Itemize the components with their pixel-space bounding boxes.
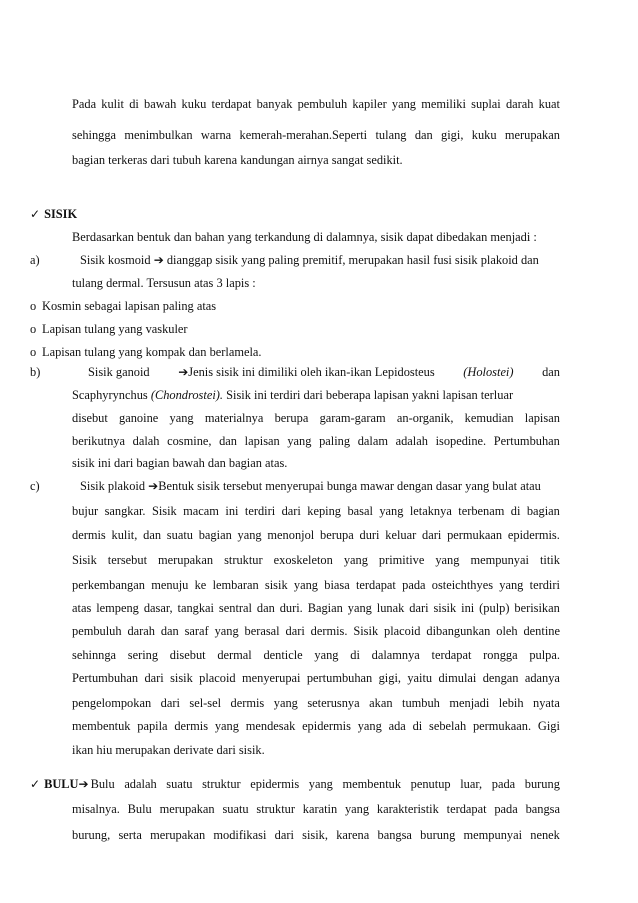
word: yang (347, 601, 372, 615)
word: atas (72, 601, 92, 615)
word: dasar, (143, 601, 173, 615)
word: berisikan (514, 601, 560, 615)
word: ke (194, 578, 207, 592)
bulu-line-1-text (91, 776, 560, 793)
item-b-line-5: sisik ini dari bagian bawah dan bagian atas. (72, 456, 288, 470)
word: pada (402, 578, 426, 592)
word: kemudian (464, 411, 514, 425)
word: Sisik (72, 553, 97, 567)
word: yang (357, 719, 382, 733)
kuku-line-2 (72, 127, 560, 144)
word: nyata (533, 696, 560, 710)
word: dermis. (310, 624, 348, 638)
item-c-line (72, 577, 560, 594)
word: sisik (264, 578, 288, 592)
word: berikutnya (72, 434, 125, 448)
word: berasal (244, 624, 280, 638)
item-b-line-2: Scaphyrynchus (Chondrostei). Sisik ini terdiri dari beberapa lapisan yakni lapisan terluar (72, 388, 514, 402)
word: kuku (181, 97, 207, 111)
word: mempunyai (463, 828, 523, 842)
item-b-title: Sisik ganoid (88, 365, 150, 379)
word: sisik (170, 671, 193, 685)
word: adalah (124, 777, 157, 791)
word: suatu (166, 777, 193, 791)
word: ini (461, 601, 475, 615)
word: kulit (101, 97, 124, 111)
word: tumbuh (402, 696, 440, 710)
item-c-line (72, 718, 560, 735)
word: penutup (410, 777, 451, 791)
word: terdapat (446, 802, 487, 816)
word: tangkai (177, 601, 214, 615)
word: menimbulkan (124, 128, 193, 142)
item-b-label: b) (30, 365, 41, 379)
word: Pertumbuhan (72, 671, 139, 685)
word: disebut (72, 411, 108, 425)
word: yang (214, 719, 239, 733)
word: sisik, (302, 828, 328, 842)
word: adalah (395, 434, 428, 448)
word: burung, (72, 828, 111, 842)
word: lunak (376, 601, 405, 615)
item-c-line: ikan hiu merupakan derivate dari sisik. (72, 743, 265, 757)
word: bagian (526, 504, 560, 518)
item-c-line (72, 503, 560, 520)
word: Gigi (537, 719, 560, 733)
word: yang (343, 553, 368, 567)
word: luar, (460, 777, 483, 791)
item-a-title: Sisik kosmoid (80, 253, 151, 267)
word: Bagian (307, 601, 343, 615)
word: dari (409, 601, 429, 615)
word: burung (420, 828, 456, 842)
word: pada (494, 802, 518, 816)
word: memiliki (421, 97, 466, 111)
word: garam-garam (319, 411, 386, 425)
word: kapiler (352, 97, 387, 111)
word: rongga (483, 648, 518, 662)
bulu-line-1 (30, 776, 560, 793)
word: isopedine. (435, 434, 487, 448)
word: sel-sel (189, 696, 222, 710)
word: yang (293, 578, 318, 592)
word: dari (285, 624, 305, 638)
word: sering (127, 648, 159, 662)
word: yang (499, 578, 524, 592)
word: menuju (151, 578, 189, 592)
word: pulpa. (529, 648, 560, 662)
word: placoid (199, 671, 236, 685)
word: paling (319, 434, 351, 448)
word: terdapat (211, 97, 252, 111)
word: Bulu (127, 802, 152, 816)
word: struktur (224, 553, 263, 567)
word: adanya (524, 671, 560, 685)
word: keping (307, 504, 342, 518)
word: oleh (496, 624, 518, 638)
word: yang (237, 528, 262, 542)
arrow-icon: ➔ (148, 479, 159, 493)
word: permukaan (447, 528, 503, 542)
item-b-line-3 (72, 410, 560, 427)
word: yang (344, 802, 370, 816)
bulu-line-2 (72, 801, 560, 818)
word: yaitu (407, 671, 433, 685)
word: Pertumbuhan (493, 434, 560, 448)
word: karatin (302, 802, 338, 816)
word: merupakan (150, 828, 206, 842)
word: materialnya (204, 411, 264, 425)
item-c-label: c) (30, 479, 40, 493)
bullet-o-icon: o (30, 345, 37, 359)
word: akan (369, 696, 393, 710)
word: placoid (384, 624, 421, 638)
word: epidermis. (507, 528, 560, 542)
word: dalam (357, 434, 388, 448)
word: pembuluh (297, 97, 348, 111)
word: dalah (132, 434, 160, 448)
word: primitive (378, 553, 425, 567)
word: papila (137, 719, 168, 733)
word: terdiri (529, 578, 560, 592)
word: dari (160, 696, 180, 710)
word: lapisan (524, 411, 560, 425)
word: di (350, 648, 360, 662)
item-a-label: a) (30, 253, 40, 267)
word: dari (144, 671, 164, 685)
word: pertumbuhan (306, 671, 373, 685)
word: membentuk (72, 719, 131, 733)
word: sebelah (429, 719, 467, 733)
bullet-o-icon: o (30, 322, 37, 336)
word: tersebut (107, 553, 148, 567)
arrow-icon: ➔ (178, 365, 189, 379)
word: epidermis (302, 719, 351, 733)
word: karakteristik (376, 802, 439, 816)
word: kuku (471, 128, 497, 142)
word: kemerah-merahan.Seperti (239, 128, 368, 142)
item-a-desc: dianggap sisik yang paling premitif, merupakan hasil fusi sisik plakoid dan (166, 253, 539, 267)
word: sangkar. (104, 504, 146, 518)
kuku-line-3: bagian terkeras dari tubuh karena kandungan airnya sangat sedikit. (72, 153, 403, 167)
word: bangsa (377, 828, 412, 842)
word: merupakan (159, 802, 215, 816)
word: yang (308, 777, 333, 791)
word: ganoine (119, 411, 159, 425)
item-c-line (72, 623, 560, 640)
word: gigi, (441, 128, 464, 142)
word: yang (287, 434, 312, 448)
word: banyak (256, 97, 293, 111)
word: yang (314, 648, 339, 662)
word: suatu (222, 802, 249, 816)
word: modifikasi (213, 828, 267, 842)
word: serta (118, 828, 142, 842)
word: biasa (324, 578, 350, 592)
word: dentine (523, 624, 560, 638)
word: ini (225, 504, 239, 518)
item-c-line (72, 552, 560, 569)
word: titik (539, 553, 560, 567)
word: dan (160, 624, 179, 638)
word: osteichthyes (431, 578, 494, 592)
item-c-line (72, 527, 560, 544)
word: sehinnga (72, 648, 117, 662)
word: di (129, 97, 139, 111)
word: saraf (184, 624, 209, 638)
word: suplai (471, 97, 501, 111)
word: denticle (263, 648, 303, 662)
word: epidermis (250, 777, 300, 791)
bulu-heading: BULU (44, 777, 79, 791)
word: yang (169, 411, 194, 425)
arrow-icon: ➔ (153, 253, 164, 267)
word: exoskeleton (273, 553, 333, 567)
word: Sisik (151, 504, 177, 518)
checkmark-icon: ✓ (30, 207, 41, 221)
word: yang (379, 504, 404, 518)
word: pembuluh (72, 624, 122, 638)
word: membentuk (342, 777, 402, 791)
word: dalamnya (371, 648, 420, 662)
item-c-desc: Bentuk sisik tersebut menyerupai bunga mawar dengan dasar yang bulat atau (158, 479, 541, 493)
word: dan (143, 528, 162, 542)
word: menonjol (267, 528, 315, 542)
word: yang (391, 97, 417, 111)
item-c-line (72, 647, 560, 664)
word: burung (524, 777, 560, 791)
word: bujur (72, 504, 99, 518)
word: permukaan. (472, 719, 532, 733)
word: di (510, 504, 521, 518)
word: darah (505, 97, 534, 111)
item-c-title: Sisik plakoid (80, 479, 146, 493)
word: bawah (144, 97, 177, 111)
word: berupa (274, 411, 309, 425)
word: menyerupai (242, 671, 301, 685)
word: bangsa (525, 802, 560, 816)
word: macam (183, 504, 219, 518)
word: keluar (385, 528, 417, 542)
word: kulit, (111, 528, 138, 542)
word: sehingga (72, 128, 117, 142)
word: menjadi (449, 696, 490, 710)
word: bagian (198, 528, 232, 542)
word: yang (435, 553, 460, 567)
word: berupa (320, 528, 354, 542)
sisik-intro: Berdasarkan bentuk dan bahan yang terkandung di dalamnya, sisik dapat dibedakan menjadi : (72, 230, 537, 244)
word: an-organik, (396, 411, 454, 425)
word: warna (200, 128, 232, 142)
word: terdapat (431, 648, 472, 662)
word: misalnya. (72, 802, 120, 816)
word: suatu (166, 528, 193, 542)
sisik-heading (30, 206, 230, 223)
word: pada (491, 777, 516, 791)
word: dermis (230, 696, 265, 710)
item-b-line-4 (72, 433, 560, 450)
word: Bulu (90, 777, 115, 791)
sisik-heading-text: SISIK (44, 207, 78, 221)
word: pengelompokan (72, 696, 152, 710)
word: duri. (279, 601, 303, 615)
word: struktur (256, 802, 295, 816)
word: dan (414, 128, 433, 142)
kuku-line-1 (72, 96, 560, 113)
word: dan (219, 434, 237, 448)
word: letaknya (409, 504, 452, 518)
arrow-icon: ➔ (78, 777, 89, 791)
word: (pulp) (479, 601, 510, 615)
word: cosmine, (167, 434, 212, 448)
word: gigi, (378, 671, 401, 685)
word: mendesak (245, 719, 296, 733)
word: nenek (530, 828, 560, 842)
word: dengan (482, 671, 519, 685)
word: mempunyai (470, 553, 529, 567)
word: lempeng (96, 601, 139, 615)
word: sentral (218, 601, 252, 615)
document-page: Pada kulit di bawah kuku terdapat banyak pembuluh kapiler yang memiliki suplai darah kuat sehingga menimbulkan warna kemerah-merahan.Seperti tulang dan gigi, kuku merupakan bagian terkeras dari tubuh karena kandungan airnya sangat sedikit. ✓ SISIK Berdasarkan bentuk dan bahan yang terkandung di dalamnya, sisik dapat dibedakan menjadi : a) Sisik kosmoid ➔ dianggap sisik yang paling premitif, merupakan hasil fusi sisik plakoid dan tulang dermal. Tersusun atas 3 lapis : o Kosmin sebagai lapisan paling atas o Lapisan tulang yang vaskuler o Lapisan tulang yang kompak dan berlamela. b) Sisik ganoid ➔Jenis sisik ini dimiliki oleh ikan-ikan Lepidosteus (Holostei) dan Scaphyrynchus (Chondrostei). Sisik ini terdiri dari beberapa lapisan yakni lapisan terluar disebut ganoine yang materialnya berupa garam-garam an-organik, kemudian lapisan berikutnya dalah cosmine, dan lapisan yang paling dalam adalah isopedine. Pertumbuhan sisik ini dari bagian bawah dan bagian atas. c) Sisik plakoid ➔Bentuk sisik tersebut menyerupai bunga mawar dengan dasar yang bulat atau bujur sangkar. Sisik macam ini terdiri dari keping basal yang letaknya terbenam di bagian dermis kulit, dan suatu bagian yang menonjol berupa duri keluar dari permukaan epidermis. Sisik tersebut merupakan struktur exoskeleton yang primitive yang mempunyai titik perkembangan menuju ke lembaran sisik yang biasa terdapat pada osteichthyes yang terdiri atas lempeng dasar, tangkai sentral dan duri. Bagian yang lunak dari sisik ini (pulp) berisikan pembuluh darah dan saraf yang berasal dari dermis. Sisik placoid dibangunkan oleh dentine sehinnga sering disebut dermal denticle yang di dalamnya terdapat rongga pulpa. Pertumbuhan dari sisik placoid menyerupai pertumbuhan gigi, yaitu dimulai dengan adanya pengelompokan dari sel-sel dermis yang seterusnya akan tumbuh menjadi lebih nyata membentuk papila dermis yang mendesak epidermis yang ada di sebelah permukaan. Gigi ikan hiu merupakan derivate dari sisik. ✓ BULU➔ Bulu adalah suatu struktur epidermis yang membentuk penutup luar, pada burung misalnya. Bulu merupakan suatu struktur karatin yang karakteristik terdapat pada bangsa burung, serta merupakan modifikasi dari sisik, karena bangsa burung mempunyai nenek (30, 97, 560, 842)
word: basal (347, 504, 373, 518)
word: dari (281, 504, 301, 518)
word: lebih (498, 696, 524, 710)
word: ada (388, 719, 406, 733)
word: Sisik (353, 624, 379, 638)
word: Pada (72, 97, 97, 111)
word: struktur (202, 777, 241, 791)
word: kuat (538, 97, 560, 111)
word: terdiri (244, 504, 276, 518)
word: merupakan (504, 128, 560, 142)
item-c-line (72, 695, 560, 712)
word: dimulai (438, 671, 477, 685)
word: terdapat (355, 578, 396, 592)
bulu-line-3 (72, 827, 560, 844)
word: seterusnya (307, 696, 360, 710)
word: karena (336, 828, 370, 842)
word: duri (359, 528, 380, 542)
word: lembaran (212, 578, 259, 592)
word: tulang (375, 128, 407, 142)
item-c-line (72, 600, 560, 617)
word: dermis (72, 528, 106, 542)
word: dari (274, 828, 294, 842)
word: dan (256, 601, 275, 615)
item-a-line-2: tulang dermal. Tersusun atas 3 lapis : (72, 276, 256, 290)
word: darah (127, 624, 155, 638)
item-c-line (72, 670, 560, 687)
word: merupakan (158, 553, 214, 567)
word: dermal (217, 648, 252, 662)
word: dari (422, 528, 442, 542)
word: yang (273, 696, 298, 710)
bullet-o-icon: o (30, 299, 37, 313)
checkmark-icon: ✓ (30, 777, 41, 791)
word: disebut (169, 648, 206, 662)
word: terbenam (458, 504, 505, 518)
word: lapisan (244, 434, 280, 448)
word: perkembangan (72, 578, 145, 592)
word: dibangunkan (426, 624, 491, 638)
word: yang (214, 624, 239, 638)
word: dermis (174, 719, 209, 733)
word: sisik (433, 601, 457, 615)
word: di (412, 719, 423, 733)
